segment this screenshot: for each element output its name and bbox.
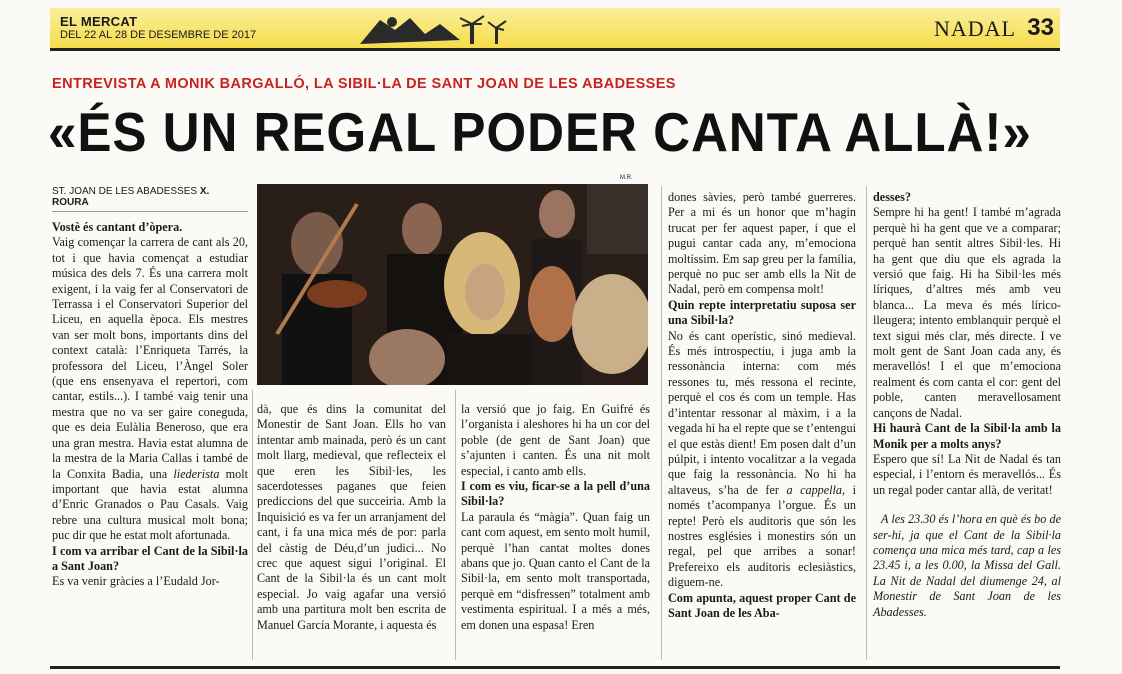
article-column-1 [52, 220, 248, 590]
page-header [50, 8, 1060, 51]
page-bottom-rule [50, 666, 1060, 669]
byline-author: X. ROURA [52, 186, 210, 208]
section-name: NADAL [934, 16, 1016, 41]
choir-photo [257, 184, 648, 385]
column-divider [455, 390, 456, 660]
question-3: I com es viu, ficar-se a la pell d’una Sibil·la? [461, 479, 650, 509]
question-2: I com va arribar el Cant de la Sibil·la a Sant Joan? [52, 543, 248, 573]
article-column-5 [873, 190, 1061, 620]
byline-place: ST. JOAN DE LES ABADESSES [52, 186, 198, 197]
article-column-2 [257, 402, 446, 633]
article-column-3 [461, 402, 650, 633]
answer-5: Sempre hi ha gent! I també m’agrada perquè hi ha gent que ve a comparar; perquè han sentit altres Sibil·les. Hi ha gent que diu que els agrada la versió que faig. Hi ha Sibil·les més líriques, d’altres més amb veu blanca... La meva és més lírico-lleugera; intento emblanquir perquè el text sigui més clar, més directe. I ve molt gent de Sant Joan cada any, és meravellós! I el que m’emociona realment és com canta el cor: gent del poble, canten meravellosament cançons de Nadal. [873, 205, 1061, 420]
question-5-end: desses? [873, 190, 911, 204]
photo-credit: M.R. [620, 175, 633, 181]
answer-2-end: la versió que jo faig. En Guifré és l’organista i aleshores hi ha un cor del poble (de gent de Sant Joan) que s’ajunten i canten. És una nit molt especial, i canto amb ells. [461, 402, 650, 478]
answer-3-start: La paraula és “màgia”. Quan faig un cant com aquest, em sento molt humil, perquè l’han cantat moltes dones abans que jo. Quan canto el Cant de la Sibil·la, em sento molt transportada, perquè em “disfressen” totalment amb vestimenta espiritual. I a més a més, em donen una espasa! Eren [461, 509, 650, 632]
question-1: Vostè és cantant d’òpera. [52, 220, 183, 234]
article-column-4 [668, 190, 856, 621]
byline [52, 186, 248, 212]
question-6: Hi haurà Cant de la Sibil·la amb la Monik per a molts anys? [873, 421, 1061, 451]
answer-2-start: Es va venir gràcies a l’Eudald Jor- [52, 574, 220, 589]
page-number: 33 [1027, 14, 1054, 41]
event-note: A les 23.30 és l’hora en què és bo de ser-hi, ja que el Cant de la Sibil·la comença una mica més tard, cap a les 23.45 i, a les 0.00, la Missa del Gall. La Nit de Nadal del diumenge 24, al Monestir de Sant Joan de les Abadesses. [873, 512, 1061, 619]
article-kicker: ENTREVISTA A MONIK BARGALLÓ, LA SIBIL·LA DE SANT JOAN DE LES ABADESSES [52, 76, 676, 92]
answer-4: No és cant operístic, sinó medieval. És més introspectiu, i juga amb la ressonància interna: com més ressones tu, més ressona el recinte, perquè el cos és com un temple. Has d’intentar ressonar al màxim, i a la vegada hi ha el repte que se t’entengui el que estàs dient! Em posen dalt d’un púlpit, i intento vocalitzar a la vegada que faig la ressonància. No hi ha altaveus, s’ha de fer a cappella, i només t’acompanya l’orgue. És un repte! Però els auditoris que són les nostres esglésies i monestirs són un regal, pel que arribes a sonar! Prefereixo els auditoris eclesiàstics, diguem-ne. [668, 328, 856, 590]
column-divider [866, 186, 867, 660]
answer-2-cont: dà, que és dins la comunitat del Monestir de Sant Joan. Ells ho van intentar amb mainada, però és un cant molt llarg, medieval, que reflecteix el que eren les Sibil·les, les sacerdotesses paganes que feien prediccions del que succeiria. Amb la Inquisició es va fer un arranjament del cant, i fa una mica més de por: parla del càstig de Déu,d’un judici... No crec que aquest sigui l’original. El Cant de la Sibil·la és un cant molt especial. Jo vaig agafar una versió amb una partitura molt ben escrita de Manuel García Morante, i aquesta és [257, 402, 446, 632]
answer-3-end: dones sàvies, però també guerreres. Per a mi és un honor que m’hagin trucat per fer aquest paper, i que el pugui cantar cada any, m’emociona moltíssim. Em sap greu per la família, perquè no puc ser amb ells la Nit de Nadal, però em compensa molt! [668, 190, 856, 297]
answer-6: Espero que sí! La Nit de Nadal és tan especial, i l’entorn és meravellós... És un regal poder cantar allà, de veritat! [873, 451, 1061, 497]
column-divider [661, 186, 662, 660]
article-headline: «ÉS UN REGAL PODER CANTA ALLÀ!» [48, 101, 1032, 163]
question-5-start: Com apunta, aquest proper Cant de Sant Joan de les Aba- [668, 590, 856, 620]
column-divider [252, 390, 253, 660]
nativity-illustration-icon [350, 10, 520, 46]
answer-1: Vaig començar la carrera de cant als 20, tot i que havia començat a estudiar música des dels 7. És una carrera molt exigent, i la vaig fer al Conservatori de Terrassa i el Conservatori Superior del Liceu, en aquella època. Els mestres van ser molt bons, importants dins del context català: l’Enriqueta Tarrés, la professora del Liceu, l’Àngel Soler (que ens ensenyava el repertori, com cantar, estils...). I també vaig tenir una mestra que no va ser gaire coneguda, que es deia Eulàlia Beneroso, que era una gran mestra. Havia estat alumna de la mestra de la Maria Callas i també de la Conxita Badia, una liederista molt important que havia estat alumna d’Enric Granados o Pau Casals. Vaig rebre una cultura musical molt bona; puc dir que he estat molt afortunada. [52, 235, 249, 543]
publication-name: EL MERCAT [60, 14, 138, 29]
question-4: Quin repte interpretatiu suposa ser una Sibil·la? [668, 297, 856, 328]
issue-dates: DEL 22 AL 28 DE DESEMBRE DE 2017 [60, 29, 257, 41]
